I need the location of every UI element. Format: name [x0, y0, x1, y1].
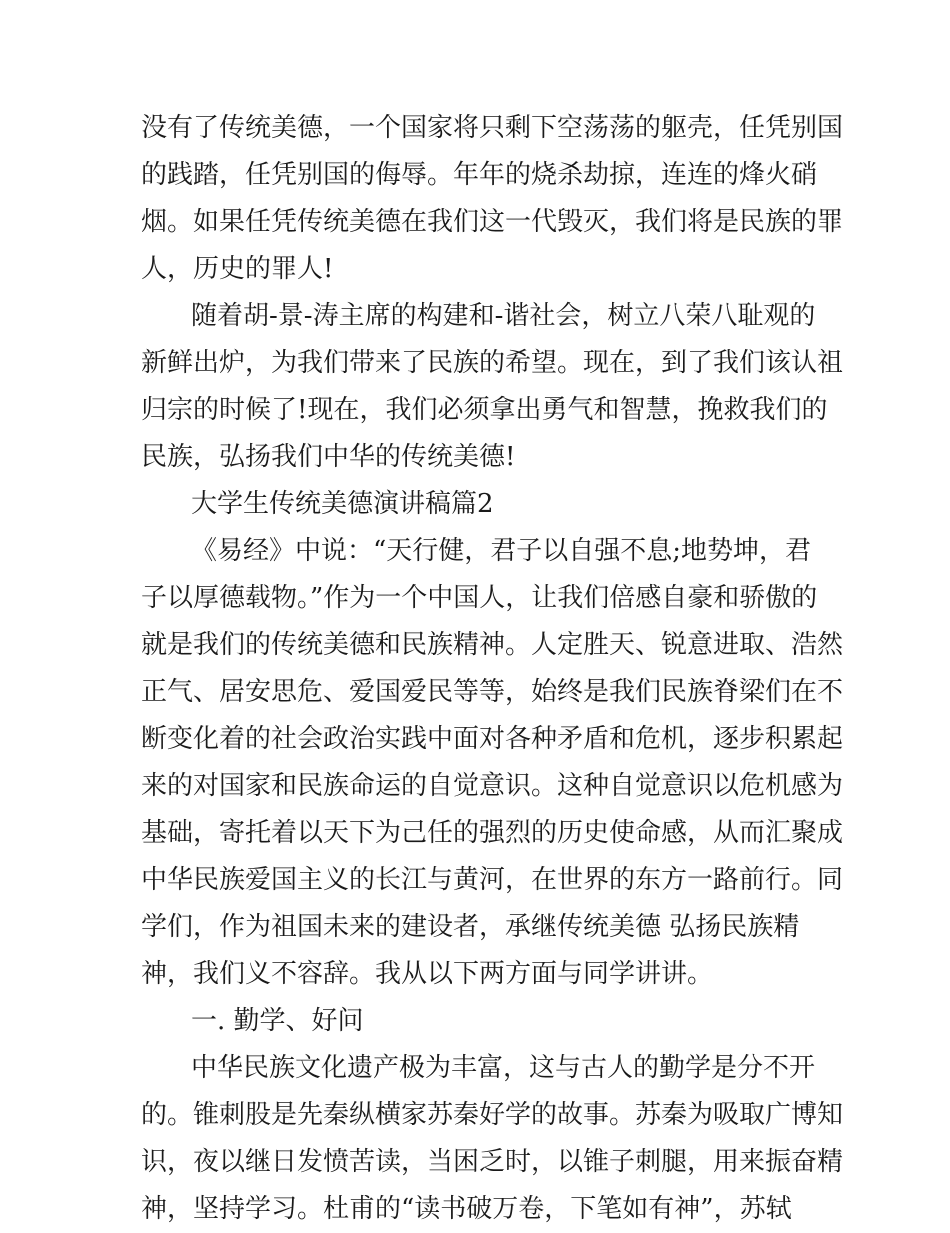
text-line: 《易经》中说：“天行健，君子以自强不息;地势坤，君: [191, 536, 812, 566]
text-line: 断变化着的社会政治实践中面对各种矛盾和危机，逐步积累起: [141, 724, 844, 754]
text-line: 人，历史的罪人!: [141, 254, 334, 284]
text-line: 随着胡-景-涛主席的构建和-谐社会，树立八荣八耻观的: [191, 301, 816, 331]
text-line: 归宗的时候了!现在，我们必须拿出勇气和智慧，挽救我们的: [141, 395, 828, 425]
text-line: 识，夜以继日发愤苦读，当困乏时，以锥子刺腿，用来振奋精: [141, 1147, 844, 1177]
text-line: 神，坚持学习。杜甫的“读书破万卷，下笔如有神”，苏轼: [141, 1194, 792, 1224]
text-line: 正气、居安思危、爱国爱民等等，始终是我们民族脊梁们在不: [141, 677, 844, 707]
text-line: 的。锥刺股是先秦纵横家苏秦好学的故事。苏秦为吸取广博知: [141, 1100, 844, 1130]
text-line: 基础，寄托着以天下为己任的强烈的历史使命感，从而汇聚成: [141, 818, 844, 848]
text-line: 一. 勤学、好问: [191, 1006, 364, 1036]
document-body: [141, 105, 844, 1233]
text-line: 中华民族文化遗产极为丰富，这与古人的勤学是分不开: [191, 1053, 816, 1083]
text-line: 没有了传统美德，一个国家将只剩下空荡荡的躯壳，任凭别国: [141, 113, 844, 143]
text-line: 烟。如果任凭传统美德在我们这一代毁灭，我们将是民族的罪: [141, 207, 844, 237]
text-line: 民族，弘扬我们中华的传统美德!: [141, 442, 516, 472]
text-line: 就是我们的传统美德和民族精神。人定胜天、锐意进取、浩然: [141, 630, 844, 660]
text-line: 子以厚德载物。”作为一个中国人，让我们倍感自豪和骄傲的: [141, 583, 818, 613]
text-line: 学们，作为祖国未来的建设者，承继传统美德 弘扬民族精: [141, 912, 800, 942]
text-line: 新鲜出炉，为我们带来了民族的希望。现在，到了我们该认祖: [141, 348, 844, 378]
text-line: 中华民族爱国主义的长江与黄河，在世界的东方一路前行。同: [141, 865, 844, 895]
text-line: 的践踏，任凭别国的侮辱。年年的烧杀劫掠，连连的烽火硝: [141, 160, 818, 190]
text-line: 神，我们义不容辞。我从以下两方面与同学讲讲。: [141, 959, 714, 989]
text-line: 大学生传统美德演讲稿篇2: [191, 489, 494, 519]
text-line: 来的对国家和民族命运的自觉意识。这种自觉意识以危机感为: [141, 771, 844, 801]
